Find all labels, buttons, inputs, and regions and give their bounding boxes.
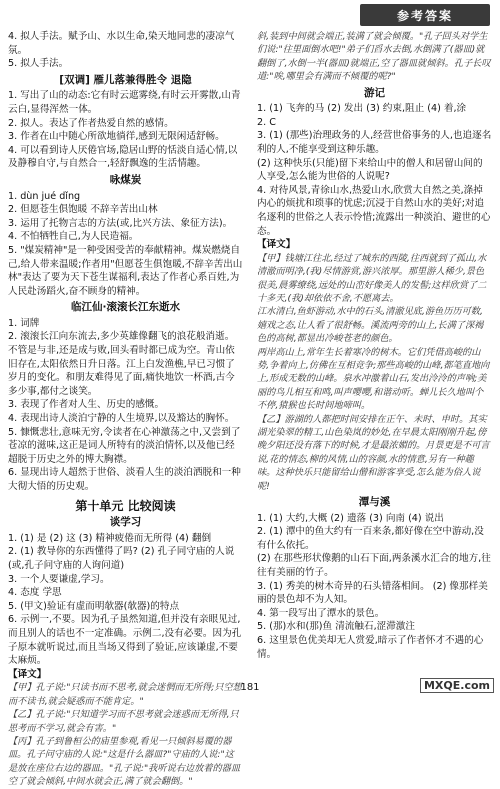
answer-line: 1. (1) 大约,大概 (2) 遗落 (3) 向南 (4) 说出	[257, 512, 444, 524]
translation-line: 【丙】孔子到鲁桓公的庙里参观,看见一只倾斜易覆的器皿。孔子问守庙的人说:"这是什么器皿?"守庙的人说:"这是放在座位右边的器皿。"孔子说:"我听说右边放着的器皿空了就会倾斜,中间水就会正,满了就会翻倒。"	[8, 735, 241, 788]
answer-line: 4. 态度 学思	[8, 587, 62, 599]
section-banner	[360, 4, 490, 26]
answer-line: 2. (1) 教导你的东西懂得了吗? (2) 孔子同守庙的人说(或,孔子问守庙的人询问道)	[8, 546, 235, 571]
translation-label: 【译文】	[257, 239, 296, 251]
answer-line: 4. 可以看到诗人厌倦官场,隐居山野的恬淡自适心情,以及静穆自守,与自然合一,轻舒飘逸的生活情趣。	[8, 144, 238, 170]
answer-line: 4. 不怕牺牲自己,为人民造福。	[8, 231, 139, 243]
section-title: 游记	[364, 86, 385, 99]
answer-line: 1. 词牌	[8, 317, 40, 329]
answer-line: 6. 显现出诗人超然于世俗、淡看人生的淡泊洒脱和一种大彻大悟的历史观。	[8, 467, 241, 492]
answer-line: 3. 表现了作者对人生、历史的感慨。	[8, 399, 165, 411]
answer-line: 3. 运用了托物言志的方法(或,比兴方法、象征方法)。	[8, 217, 233, 229]
answer-line: 6. 示例一,不要。因为孔子虽然知道,但并没有亲眼见过,而且别人的话也不一定准确。示例二,没有必要。因为孔子原本就听说过,而且当场又得到了验证,应该谦虚,不要太麻烦。	[8, 614, 242, 667]
answer-line: 4. 拟人手法。赋予山、水以生命,染天地同悲的凄凉气氛。	[8, 31, 235, 56]
poem-title: 咏煤炭	[109, 173, 142, 186]
section-title: 潭与溪	[358, 496, 391, 509]
answer-line: 2. C	[257, 116, 276, 128]
translation-line: 【甲】孔子说:"只读书而不思考,就会迷惘而无所得;只空想而不读书,就会疑惑而不能肯定。"	[8, 682, 242, 707]
answer-line: 3. 一个人要谦虚,学习。	[8, 573, 110, 585]
answer-line: 5. 慷慨悲壮,意味无穷,令读者在心神激荡之中,又尝到了苍凉的滋味,这正是词人所特有的淡泊情怀,以及他已经超脱于历史之外的博大胸襟。	[8, 426, 241, 465]
answer-line: 2. 滚滚长江向东流去,多少英雄像翻飞的浪花般消逝。不管是与非,还是成与败,回头看时都已成为空。青山依旧存在,太阳依然日升日落。江上白发渔樵,早已习惯了岁月的变化。和朋友难得见了面,痛快地饮一杯酒,古今多少事,都付之谈笑。	[8, 331, 235, 397]
answer-line: 1. dùn jué dǐng	[8, 190, 81, 202]
answer-line: 2. 但愿苍生俱饱暖 不辞辛苦出山林	[8, 204, 158, 216]
left-column	[8, 30, 243, 789]
answer-line: 1. (1) 是 (2) 这 (3) 精神疲倦而无所得 (4) 翻倒	[8, 532, 212, 544]
translation-line: 【乙】游湖的人都把时间安排在正午、未时、申时。其实湖光染翠的精工,山色染岚的妙处,在早晨太阳刚刚升起,傍晚夕阳还没有落下的时候,才是最浓媚的。月景更是不可言说,花的情态,柳的风情,山的容颜,水的情意,另有一种趣味。这种快乐只能留给山僧和游客享受,怎么能为俗人说呢!	[257, 413, 490, 492]
answer-line: 4. 表现出诗人淡泊宁静的人生境界,以及豁达的胸怀。	[8, 413, 235, 425]
answer-line: 2. (1) 潭中的鱼大约有一百来条,都好像在空中游动,没有什么依托。	[257, 526, 484, 551]
answer-line: 2. 拟人。表达了作者热爱自然的感情。	[8, 117, 174, 129]
translation-line: 【甲】钱塘江往北,经过了城东的西陵,往西就到了孤山,水清澈而明净,(我)尽情游赏,游兴浓厚。那里游人稀少,景色很美,晨雾缭绕,远处的山峦好像美人的发髻;这样欣赏了二十多天,(我)却依依不舍,不愿离去。	[257, 252, 487, 304]
answer-line: 3. 作者在山中随心所欲地徜徉,感到无限闲适舒畅。	[8, 131, 225, 143]
section-title: 谈学习	[109, 516, 142, 529]
page-number: 181	[240, 682, 260, 693]
answer-line: 3. (1) (那些)治理政务的人,经营世俗事务的人,也追逐名利的人,不能享受到这种乐趣。	[257, 130, 492, 155]
answer-line: 6. 这里景色优美却无人赏爱,暗示了作者怀才不遇的心情。	[257, 635, 484, 660]
answer-line: 1. (1) 飞奔的马 (2) 发出 (3) 约束,阻止 (4) 着,涂	[257, 103, 467, 115]
banner-title: 参考答案	[396, 8, 453, 23]
answer-line: 5. 拟人手法。	[8, 58, 69, 70]
answer-line: 5. (那)水和(那)鱼 清流触石,涩滞激注	[257, 621, 415, 633]
answer-line: 5. (甲文)验证有虚而明欹器(欹器)的特点	[8, 600, 180, 612]
translation-line: 两岸高山上,常年生长着寒冷的树木。它们凭借高峻的山势,争着向上,仿佛在互相竞争;那些高峻的山峰,都笔直地向上,形成无数的山峰。泉水冲激着山石,发出泠泠的声响;美丽的鸟儿相互和鸣,叫声嘤嘤,和谐动听。蝉儿长久地叫个不停,猿猴也长时间地啼叫。	[257, 346, 490, 412]
answer-line: 1. 写出了山的动态:它有时云遮雾绕,有时云开雾散,山青云白,显得浑然一体。	[8, 90, 241, 115]
poem-title: [双调] 雁儿落兼得胜令 退隐	[59, 73, 192, 86]
right-column	[257, 30, 492, 661]
answer-line: (2) 在那些形状像鹅的山石下面,两条溪水汇合的地方,往往有美丽的竹子。	[257, 553, 491, 579]
answer-line: 4. 第一段写出了潭水的景色。	[257, 607, 385, 619]
answer-line: (2) 这种快乐(只能)留下来给山中的僧人和居留山间的人享受,怎么能为世俗的人说呢?	[257, 157, 483, 183]
watermark-logo: MXQE.com	[420, 678, 494, 693]
answer-line: 3. (1) 秀美的树木奇异的石头错落相间。 (2) 像那样美丽的景色却不为人知。	[257, 580, 488, 606]
translation-line: 斜,装到中间就会端正,装满了就会倾覆。"孔子回头对学生们说:"往里面倒水吧!"弟子们舀水去倒,水倒满了(器皿)就翻倒了,水倒一半(器皿)就端正,空了器皿就倾斜。孔子长叹道:"唉,哪里会有满而不倾覆的呢?"	[257, 31, 491, 83]
answer-line: 5. "煤炭精神"是一种受困受苦的奉献精神。煤炭燃烧自己,给人带来温暖;作者用"但愿苍生俱饱暖,不辞辛苦出山林"表达了要为天下苍生谋福利,表达了作者心系百姓,为人民赴汤蹈火,奋不顾身的精神。	[8, 244, 243, 297]
unit-title: 第十单元 比较阅读	[75, 498, 176, 513]
translation-label: 【译文】	[8, 668, 47, 680]
answer-line: 4. 对待风景,青徐山水,热爱山水,欣赏大自然之美,涤掉内心的烦扰和琐事的忧虑;沉浸于自然山水的美好;对追名逐利的世俗之人表示怜惜;流露出一种淡泊、避世的心态。	[257, 184, 491, 237]
translation-line: 江水清白,鱼虾游动,水中的石头,清澈见底,游鱼历历可数,嬉戏之态,让人看了很舒畅。溪流两旁的山上,长满了深褐色的高树,都显出冷峻苍老的颜色。	[257, 306, 484, 345]
translation-line: 【乙】孔子说:"只知道学习而不思考就会迷惑而无所得,只思考而不学习,就会有害。"	[8, 709, 239, 734]
poem-title: 临江仙·滚滚长江东逝水	[71, 301, 180, 314]
